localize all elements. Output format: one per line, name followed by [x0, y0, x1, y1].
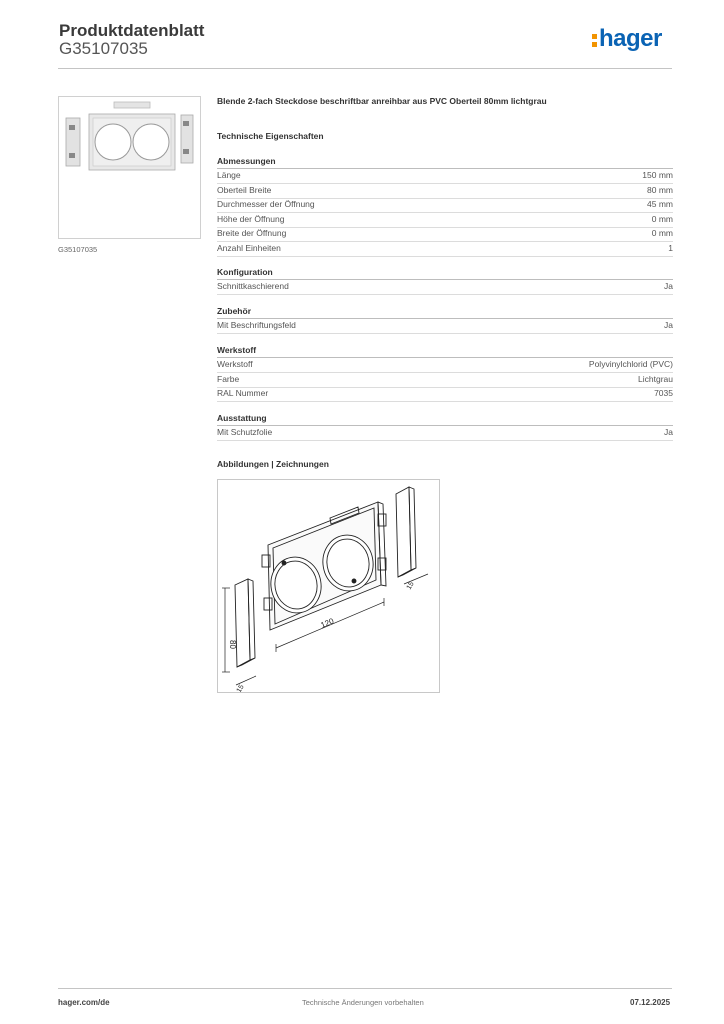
figures-heading: Abbildungen | Zeichnungen	[217, 459, 329, 469]
cover-plate-icon	[59, 97, 200, 238]
spec-row	[217, 243, 673, 257]
spec-label: RAL Nummer	[217, 388, 269, 398]
logo-text: hager	[599, 25, 662, 52]
hager-logo[interactable]	[592, 25, 662, 53]
spec-label: Länge	[217, 170, 241, 180]
spec-value: 1	[668, 242, 673, 253]
spec-row	[217, 320, 673, 334]
product-thumbnail	[58, 96, 201, 239]
spec-row	[217, 427, 673, 441]
technical-drawing	[217, 479, 440, 693]
footer-date: 07.12.2025	[630, 998, 671, 1007]
spec-row	[217, 281, 673, 295]
spec-value: 45 mm	[647, 199, 673, 209]
section-title-werkstoff: Werkstoff	[217, 345, 673, 358]
spec-label: Mit Schutzfolie	[217, 427, 273, 437]
spec-value: 150 mm	[642, 170, 673, 180]
dim-label-80: 80	[228, 640, 237, 649]
footer-website-link[interactable]: hager.com/de	[58, 998, 110, 1007]
tech-properties-heading: Technische Eigenschaften	[217, 131, 324, 141]
spec-row	[217, 185, 673, 199]
spec-row	[217, 228, 673, 242]
product-code: G35107035	[59, 39, 148, 58]
thumbnail-caption: G35107035	[58, 245, 98, 254]
spec-label: Durchmesser der Öffnung	[217, 199, 315, 209]
footer-notice: Technische Änderungen vorbehalten	[302, 998, 424, 1007]
spec-value: Ja	[664, 281, 673, 291]
product-description: Blende 2-fach Steckdose beschriftbar anreihbar aus PVC Oberteil 80mm lichtgrau	[217, 96, 547, 106]
spec-label: Oberteil Breite	[217, 184, 272, 195]
spec-value: Ja	[664, 427, 673, 437]
dim-label-15-right: 15	[405, 580, 416, 591]
dimension-drawing-icon	[218, 480, 439, 692]
dim-label-120: 120	[319, 616, 336, 630]
header-divider	[58, 68, 672, 69]
spec-row	[217, 374, 673, 388]
spec-label: Anzahl Einheiten	[217, 242, 281, 253]
spec-value: 0 mm	[651, 213, 673, 224]
spec-row	[217, 388, 673, 402]
spec-row	[217, 170, 673, 184]
section-title-konfiguration: Konfiguration	[217, 267, 673, 280]
footer-divider	[58, 988, 672, 989]
spec-label: Höhe der Öffnung	[217, 213, 285, 224]
spec-value: Polyvinylchlorid (PVC)	[588, 359, 673, 369]
spec-label: Werkstoff	[217, 359, 253, 369]
logo-dots-icon	[592, 34, 597, 50]
spec-label: Schnittkaschierend	[217, 281, 289, 291]
spec-value: Lichtgrau	[638, 373, 673, 384]
spec-label: Farbe	[217, 373, 240, 384]
document-title: Produktdatenblatt	[59, 21, 205, 40]
section-title-abmessungen: Abmessungen	[217, 156, 673, 169]
spec-label: Mit Beschriftungsfeld	[217, 320, 296, 330]
spec-label: Breite der Öffnung	[217, 228, 287, 238]
dim-label-15-left: 15	[235, 683, 246, 692]
spec-value: 0 mm	[651, 228, 673, 238]
spec-row	[217, 199, 673, 213]
spec-value: 7035	[654, 388, 673, 398]
section-title-ausstattung: Ausstattung	[217, 413, 673, 426]
spec-value: 80 mm	[647, 184, 673, 195]
spec-row	[217, 214, 673, 228]
section-title-zubehoer: Zubehör	[217, 306, 673, 319]
spec-value: Ja	[664, 320, 673, 330]
spec-row	[217, 359, 673, 373]
